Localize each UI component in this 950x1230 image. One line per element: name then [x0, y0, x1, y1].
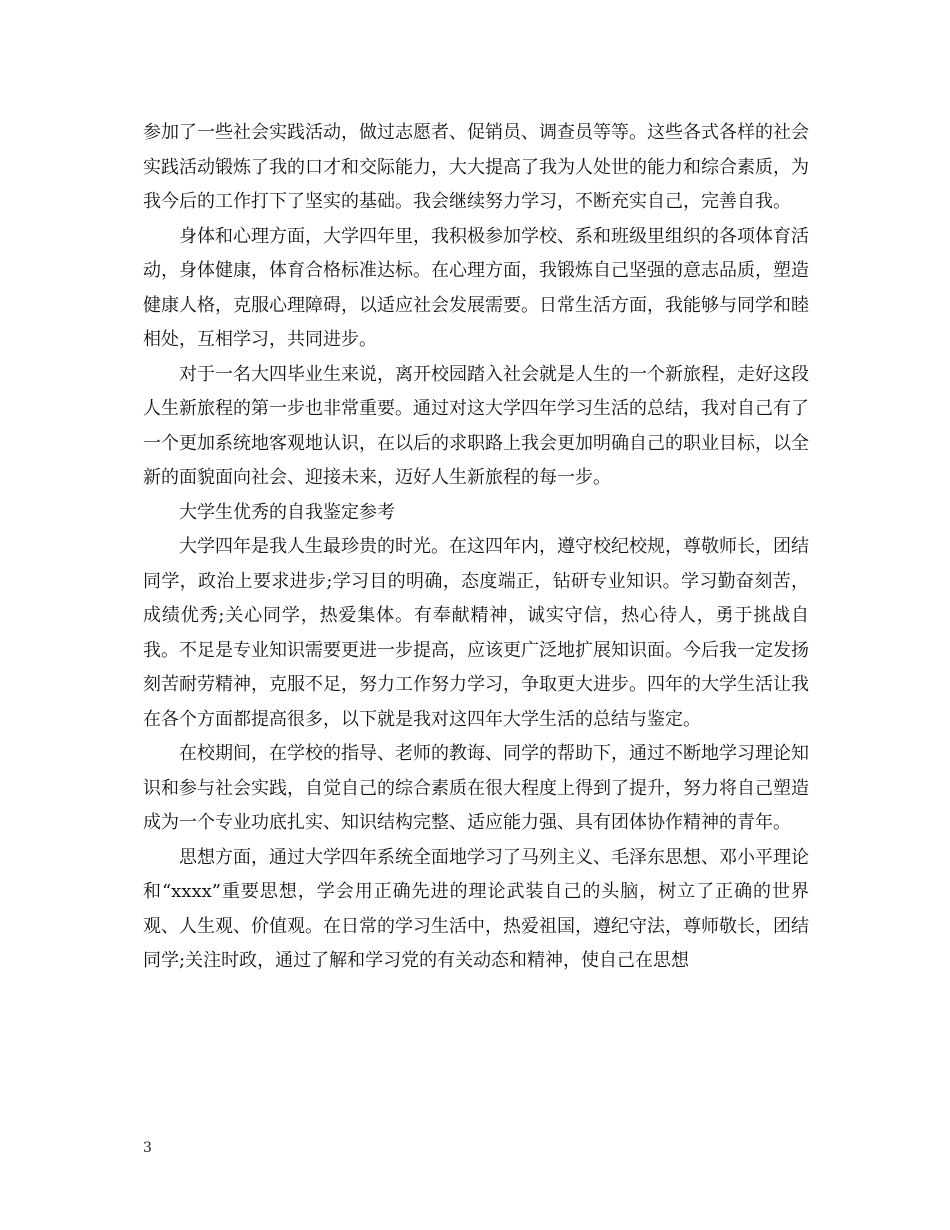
- document-body: [143, 116, 809, 979]
- paragraph-body-and-mind: 身体和心理方面，大学四年里，我积极参加学校、系和班级里组织的各项体育活动，身体健康，体育合格标准达标。在心理方面，我锻炼自己坚强的意志品质，塑造健康人格，克服心理障碍，以适应社会发展需要。日常生活方面，我能够与同学和睦相处，互相学习，共同进步。: [143, 225, 809, 350]
- section-heading: 大学生优秀的自我鉴定参考: [179, 501, 395, 523]
- paragraph-during-school: 在校期间，在学校的指导、老师的教诲、同学的帮助下，通过不断地学习理论知识和参与社会实践，自觉自己的综合素质在很大程度上得到了提升，努力将自己塑造成为一个专业功底扎实、知识结构完整、适应能力强、具有团体协作精神的青年。: [143, 743, 809, 833]
- paragraph-new-journey: 对于一名大四毕业生来说，离开校园踏入社会就是人生的一个新旅程，走好这段人生新旅程的第一步也非常重要。通过对这大学四年学习生活的总结，我对自己有了一个更加系统地客观地认识，在以后的求职路上我会更加明确自己的职业目标，以全新的面貌面向社会、迎接未来，迈好人生新旅程的每一步。: [143, 363, 809, 488]
- paragraph-four-years: 大学四年是我人生最珍贵的时光。在这四年内，遵守校纪校规，尊敬师长，团结同学，政治上要求进步;学习目的明确，态度端正，钻研专业知识。学习勤奋刻苦，成绩优秀;关心同学，热爱集体。有奉献精神，诚实守信，热心待人，勇于挑战自我。不足是专业知识需要更进一步提高，应该更广泛地扩展知识面。今后我一定发扬刻苦耐劳精神，克服不足，努力工作努力学习，争取更大进步。四年的大学生活让我在各个方面都提高很多，以下就是我对这四年大学生活的总结与鉴定。: [143, 536, 809, 730]
- page-number: 3: [143, 1140, 152, 1156]
- paragraph-social-practice: 参加了一些社会实践活动，做过志愿者、促销员、调查员等等。这些各式各样的社会实践活动锻炼了我的口才和交际能力，大大提高了我为人处世的能力和综合素质，为我今后的工作打下了坚实的基础。我会继续努力学习，不断充实自己，完善自我。: [143, 122, 809, 212]
- paragraph-ideology: 思想方面，通过大学四年系统全面地学习了马列主义、毛泽东思想、邓小平理论和“xxxx”重要思想，学会用正确先进的理论武装自己的头脑，树立了正确的世界观、人生观、价值观。在日常的学习生活中，热爱祖国，遵纪守法，尊师敬长，团结同学;关注时政，通过了解和学习党的有关动态和精神，使自己在思想: [143, 846, 809, 971]
